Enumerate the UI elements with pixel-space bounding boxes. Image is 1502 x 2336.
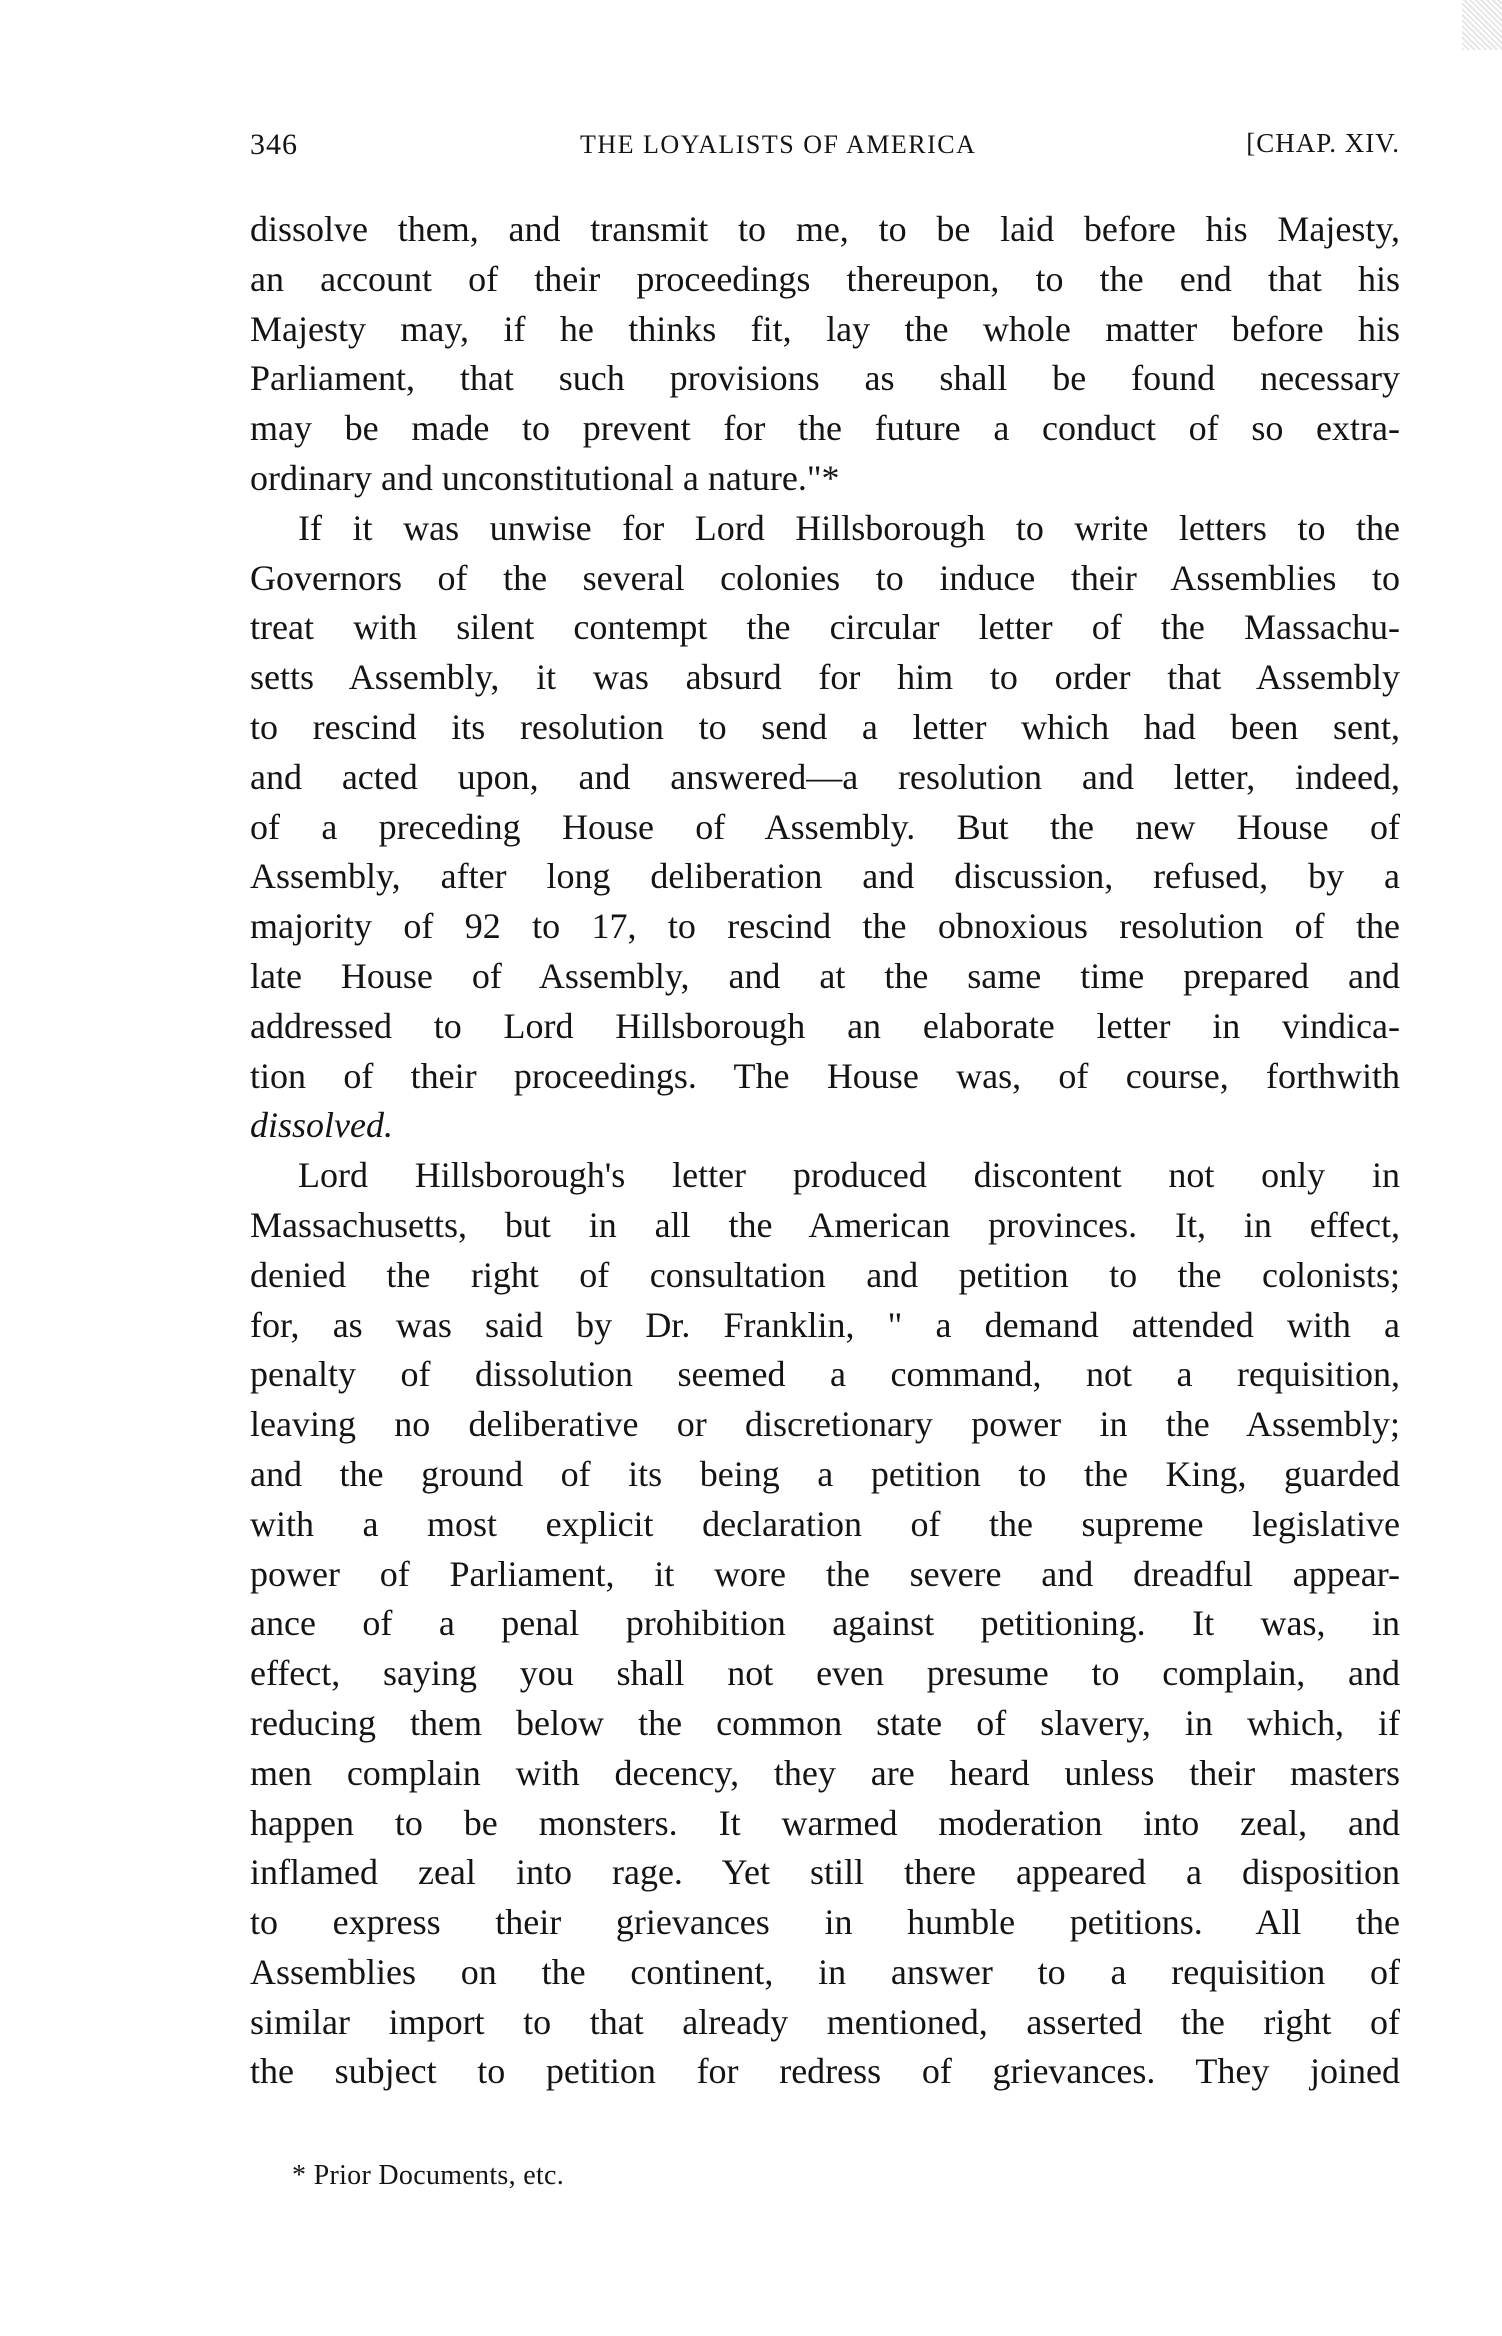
text-line: dissolve them, and transmit to me, to be laid before his Majesty,	[250, 209, 1400, 249]
text-line: and acted upon, and answered—a resolution and letter, indeed,	[250, 756, 1400, 797]
text-line: inflamed zeal into rage. Yet still there appeared a disposition	[250, 1852, 1400, 1893]
text-line: dissolved.	[250, 1105, 393, 1146]
text-line: of a preceding House of Assembly. But the new House of	[250, 806, 1400, 847]
chapter-label: [CHAP. XIV.	[1246, 128, 1400, 158]
text-line: Majesty may, if he thinks fit, lay the whole matter before his	[250, 308, 1400, 349]
text-line: penalty of dissolution seemed a command, not a requisition,	[250, 1354, 1400, 1395]
text-line: denied the right of consultation and petition to the colonists;	[250, 1254, 1400, 1295]
text-line: the subject to petition for redress of grievances. They joined	[250, 2051, 1400, 2092]
text-line: may be made to prevent for the future a conduct of so extra-	[250, 408, 1400, 449]
text-line: Lord Hillsborough's letter produced discontent not only in	[298, 1155, 1400, 1196]
text-line: effect, saying you shall not even presume to complain, and	[250, 1653, 1400, 1694]
text-line: and the ground of its being a petition to the King, guarded	[250, 1453, 1400, 1494]
text-line: leaving no deliberative or discretionary power in the Assembly;	[250, 1404, 1400, 1445]
running-head	[250, 128, 1400, 172]
text-line: Parliament, that such provisions as shall be found necessary	[250, 358, 1400, 399]
text-line: Massachusetts, but in all the American provinces. It, in effect,	[250, 1204, 1400, 1245]
text-line: Assemblies on the continent, in answer to a requisition of	[250, 1951, 1400, 1992]
text-line: men complain with decency, they are heard unless their masters	[250, 1752, 1400, 1793]
page-number: 346	[250, 128, 298, 161]
text-line: reducing them below the common state of slavery, in which, if	[250, 1702, 1400, 1743]
text-line: ordinary and unconstitutional a nature."*	[250, 457, 840, 498]
text-line: happen to be monsters. It warmed moderation into zeal, and	[250, 1802, 1400, 1843]
text-line: power of Parliament, it wore the severe and dreadful appear-	[250, 1553, 1400, 1594]
text-line: with a most explicit declaration of the supreme legislative	[250, 1503, 1400, 1544]
text-line: to express their grievances in humble petitions. All the	[250, 1902, 1400, 1943]
text-line: treat with silent contempt the circular letter of the Massachu-	[250, 607, 1400, 648]
text-line: If it was unwise for Lord Hillsborough to write letters to the	[298, 507, 1400, 548]
text-line: Assembly, after long deliberation and discussion, refused, by a	[250, 856, 1400, 897]
text-line: majority of 92 to 17, to rescind the obnoxious resolution of the	[250, 906, 1400, 947]
text-line: late House of Assembly, and at the same time prepared and	[250, 955, 1400, 996]
text-line: tion of their proceedings. The House was, of course, forthwith	[250, 1055, 1400, 1096]
text-line: Governors of the several colonies to induce their Assemblies to	[250, 557, 1400, 598]
text-line: setts Assembly, it was absurd for him to order that Assembly	[250, 657, 1400, 698]
text-line: similar import to that already mentioned, asserted the right of	[250, 2001, 1400, 2042]
footnote: * Prior Documents, etc.	[292, 2160, 565, 2191]
book-title: THE LOYALISTS OF AMERICA	[580, 130, 977, 159]
text-line: to rescind its resolution to send a letter which had been sent,	[250, 706, 1400, 747]
text-line: ance of a penal prohibition against petitioning. It was, in	[250, 1603, 1400, 1644]
scan-corner-artifact	[1462, 0, 1502, 50]
text-line: for, as was said by Dr. Franklin, " a demand attended with a	[250, 1304, 1400, 1345]
text-line: an account of their proceedings thereupon, to the end that his	[250, 258, 1400, 299]
text-line: addressed to Lord Hillsborough an elaborate letter in vindica-	[250, 1005, 1400, 1046]
body-text	[250, 205, 1400, 2097]
